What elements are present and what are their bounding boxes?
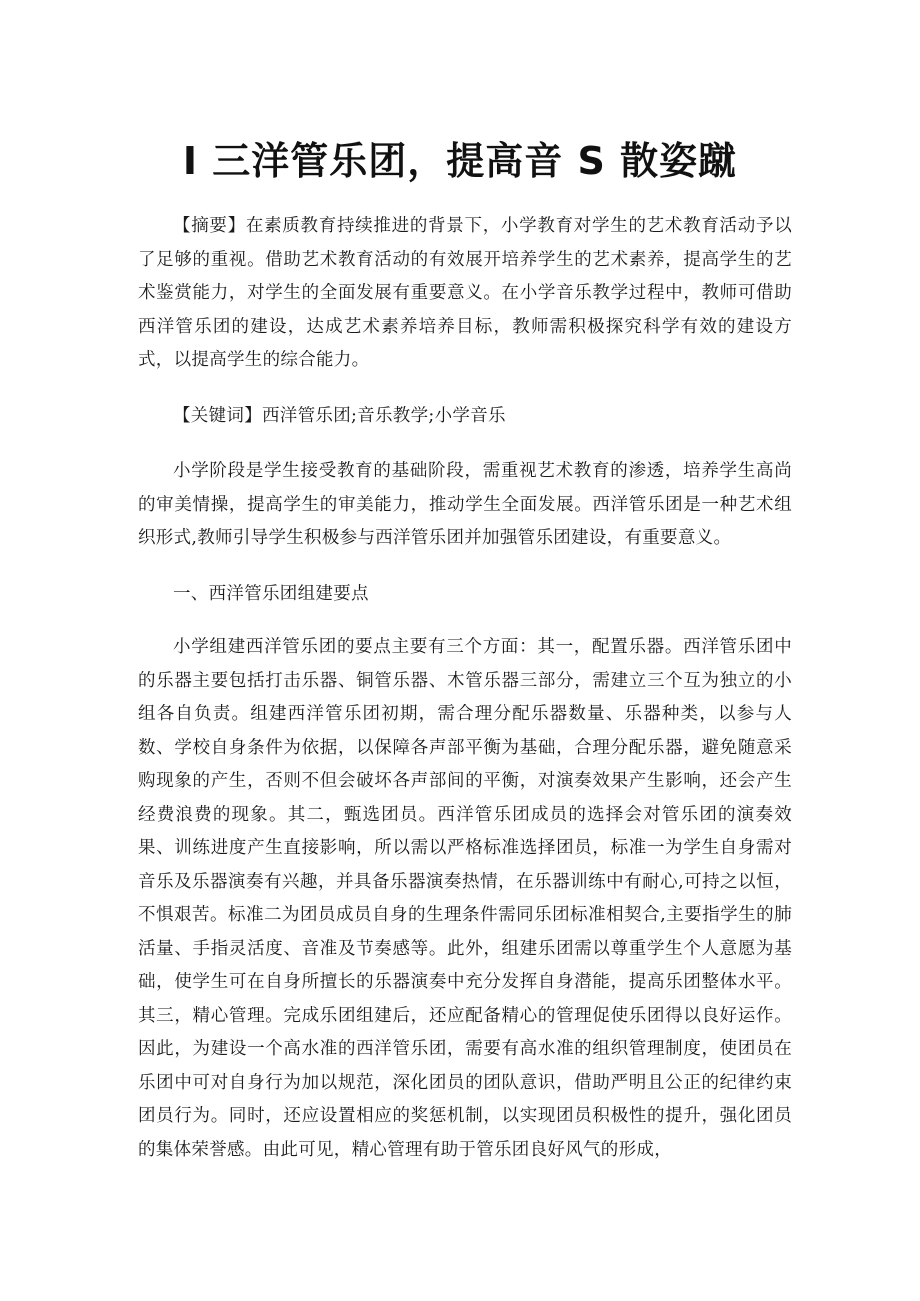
abstract-paragraph: 【摘要】在素质教育持续推进的背景下，小学教育对学生的艺术教育活动予以了足够的重视。借助艺术教育活动的有效展开培养学生的艺术素养，提高学生的艺术鉴赏能力，对学生的全面发展有重要意义。在小学音乐教学过程中，教师可借助西洋管乐团的建设，达成艺术素养培养目标，教师需积极探究科学有效的建设方式，以提高学生的综合能力。 [138,216,792,370]
section-body-paragraph: 小学组建西洋管乐团的要点主要有三个方面：其一，配置乐器。西洋管乐团中的乐器主要包括打击乐器、铜管乐器、木管乐器三部分，需建立三个互为独立的小组各自负责。组建西洋管乐团初期，需合理分配乐器数量、乐器种类，以参与人数、学校自身条件为依据，以保障各声部平衡为基础，合理分配乐器，避免随意采购现象的产生，否则不但会破坏各声部间的平衡，对演奏效果产生影响，还会产生经费浪费的现象。其二，甄选团员。西洋管乐团成员的选择会对管乐团的演奏效果、训练进度产生直接影响，所以需以严格标准选择团员，标准一为学生自身需对音乐及乐器演奏有兴趣，并具备乐器演奏热情，在乐器训练中有耐心,可持之以恒，不惧艰苦。标准二为团员成员自身的生理条件需同乐团标准相契合,主要指学生的肺活量、手指灵活度、音准及节奏感等。此外，组建乐团需以尊重学生个人意愿为基础，使学生可在自身所擅长的乐器演奏中充分发挥自身潜能，提高乐团整体水平。其三，精心管理。完成乐团组建后，还应配备精心的管理促使乐团得以良好运作。因此，为建设一个高水准的西洋管乐团，需要有高水准的组织管理制度，使团员在乐团中可对自身行为加以规范，深化团员的团队意识，借助严明且公正的纪律约束团员行为。同时，还应设置相应的奖惩机制，以实现团员积极性的提升，强化团员的集体荣誉感。由此可见，精心管理有助于管乐团良好风气的形成， [138,637,792,1160]
document-body [138,210,792,1189]
keywords-paragraph: 【关键词】西洋管乐团;音乐教学;小学音乐 [173,405,506,426]
intro-paragraph: 小学阶段是学生接受教育的基础阶段，需重视艺术教育的渗透，培养学生高尚的审美情操，提高学生的审美能力，推动学生全面发展。西洋管乐团是一种艺术组织形式,教师引导学生积极参与西洋管乐团并加强管乐团建设，有重要意义。 [138,461,792,548]
document-title: I 三洋管乐团，提高音 S 散姿蹴 [182,139,738,183]
section-heading: 一、西洋管乐团组建要点 [173,583,369,604]
